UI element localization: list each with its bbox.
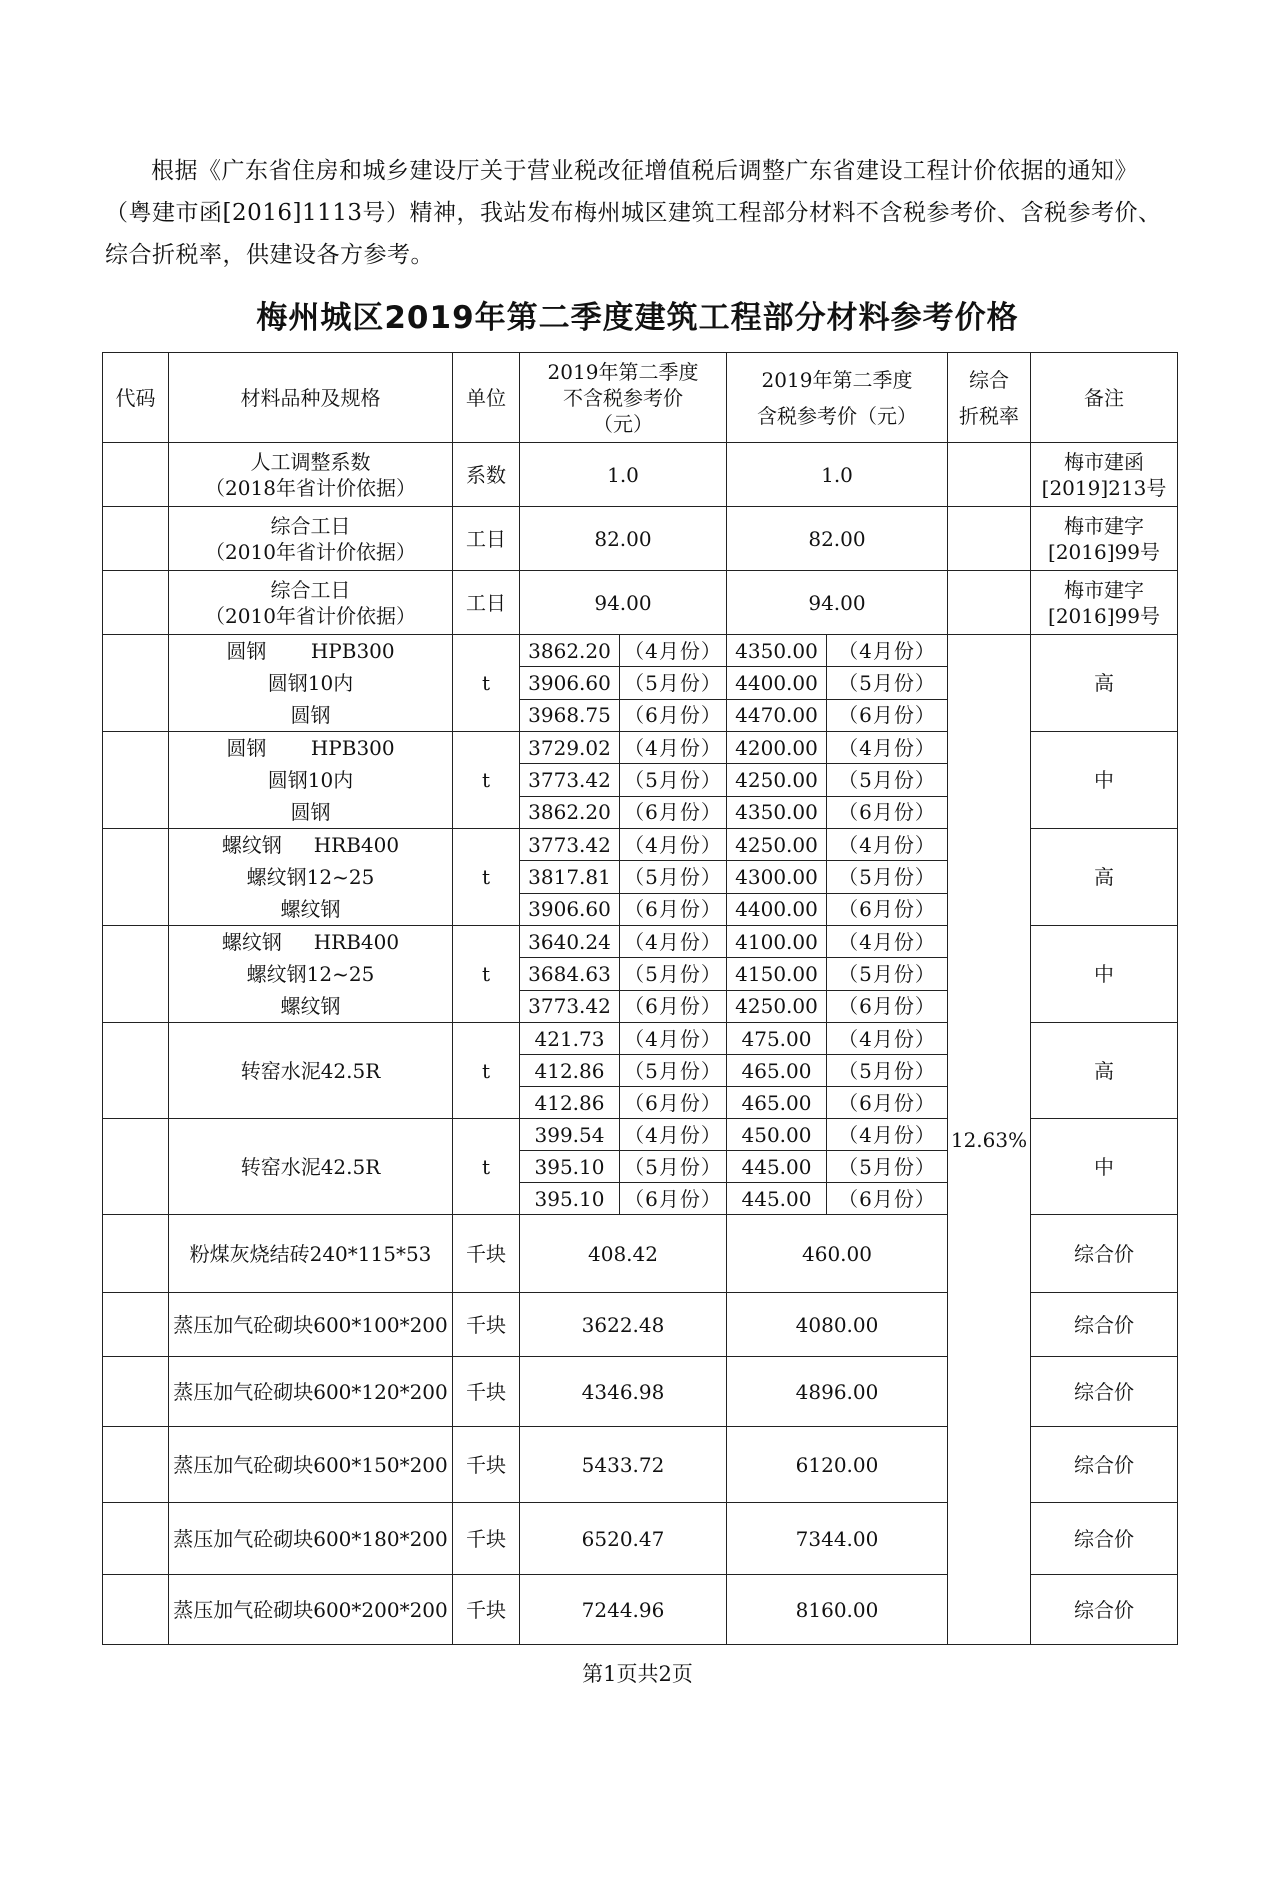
incl-price-cell: 82.00 [727, 507, 948, 571]
incl-month-cell: （5月份） [827, 861, 948, 893]
incl-month-cell: （5月份） [827, 958, 948, 990]
material-line: 螺纹钢12~25 [246, 962, 375, 986]
incl-price-cell: 6120.00 [727, 1427, 948, 1503]
excl-price-cell: 94.00 [520, 571, 727, 635]
incl-price-cell: 4350.00 [727, 796, 827, 828]
excl-price-cell: 412.86 [520, 1055, 620, 1087]
excl-price-cell: 3968.75 [520, 699, 620, 731]
material-line: 圆钢10内 [267, 768, 354, 792]
excl-price-cell: 3773.42 [520, 829, 620, 861]
unit-cell: t [453, 1119, 520, 1215]
incl-month-cell: （4月份） [827, 926, 948, 958]
incl-price-cell: 4250.00 [727, 990, 827, 1022]
unit-cell: t [453, 829, 520, 926]
material-line: 人工调整系数 [250, 449, 371, 474]
code-cell [103, 1119, 169, 1215]
rate-cell [948, 507, 1031, 571]
material-line: 圆钢 HPB300 [226, 639, 395, 663]
page-footer: 第1页共2页 [582, 1662, 693, 1686]
excl-price-cell: 399.54 [520, 1119, 620, 1151]
header-material: 材料品种及规格 [169, 353, 453, 443]
header-code: 代码 [103, 353, 169, 443]
excl-price-cell: 3729.02 [520, 732, 620, 764]
unit-cell: 工日 [453, 571, 520, 635]
material-line: 综合工日 [270, 577, 351, 602]
material-line: 转窑水泥42.5R [240, 1058, 381, 1083]
rate-cell: 12.63% [948, 635, 1031, 1645]
excl-month-cell: （4月份） [620, 829, 727, 861]
material-cell [169, 571, 453, 635]
excl-month-cell: （4月份） [620, 926, 727, 958]
note-cell: 综合价 [1031, 1503, 1178, 1575]
incl-price-cell: 4080.00 [727, 1293, 948, 1357]
note-cell: 综合价 [1031, 1293, 1178, 1357]
material-cell: 粉煤灰烧结砖240*115*53 [169, 1215, 453, 1293]
table-row [103, 571, 1178, 635]
excl-price-cell: 421.73 [520, 1023, 620, 1055]
header-note: 备注 [1031, 353, 1178, 443]
code-cell [103, 1357, 169, 1427]
header-rate-line: 折税率 [959, 403, 1019, 428]
incl-price-cell: 4400.00 [727, 893, 827, 925]
code-cell [103, 829, 169, 926]
material-line: 螺纹钢 HRB400 [221, 930, 400, 954]
excl-month-cell: （4月份） [620, 1023, 727, 1055]
incl-price-cell: 445.00 [727, 1151, 827, 1183]
code-cell [103, 1575, 169, 1645]
material-line: 圆钢 [290, 800, 331, 824]
header-row [103, 353, 1178, 443]
material-cell [169, 926, 453, 1023]
excl-price-cell: 3862.20 [520, 796, 620, 828]
material-cell [169, 443, 453, 507]
incl-price-cell: 4100.00 [727, 926, 827, 958]
material-line: （2010年省计价依据） [205, 539, 416, 564]
incl-price-cell: 465.00 [727, 1087, 827, 1119]
unit-cell: 千块 [453, 1503, 520, 1575]
excl-month-cell: （4月份） [620, 635, 727, 667]
note-cell: 中 [1031, 1119, 1178, 1215]
table-row [103, 443, 1178, 507]
unit-cell: 千块 [453, 1575, 520, 1645]
incl-price-cell: 465.00 [727, 1055, 827, 1087]
code-cell [103, 1503, 169, 1575]
incl-month-cell: （6月份） [827, 1183, 948, 1215]
excl-month-cell: （5月份） [620, 764, 727, 796]
excl-price-cell: 3862.20 [520, 635, 620, 667]
unit-cell: t [453, 1023, 520, 1119]
header-rate [948, 353, 1031, 443]
excl-price-cell: 395.10 [520, 1183, 620, 1215]
header-incl-line: 2019年第二季度 [761, 367, 913, 392]
material-cell: 蒸压加气砼砌块600*150*200 [169, 1427, 453, 1503]
excl-price-cell: 3773.42 [520, 990, 620, 1022]
code-cell [103, 732, 169, 829]
note-line: [2019]213号 [1041, 475, 1167, 500]
price-row [103, 635, 1178, 667]
incl-price-cell: 4250.00 [727, 764, 827, 796]
intro-paragraph: 根据《广东省住房和城乡建设厅关于营业税改征增值税后调整广东省建设工程计价依据的通知》（粤建市函[2016]1113号）精神，我站发布梅州城区建筑工程部分材料不含税参考价、含税参考价、综合折税率，供建设各方参考。 [105, 158, 1162, 268]
unit-cell: 千块 [453, 1215, 520, 1293]
note-line: 梅市建字 [1064, 577, 1144, 602]
note-line: [2016]99号 [1048, 539, 1160, 564]
incl-price-cell: 4896.00 [727, 1357, 948, 1427]
material-line: 圆钢 HPB300 [226, 736, 395, 760]
note-cell: 综合价 [1031, 1575, 1178, 1645]
header-excl-line: （元） [593, 411, 653, 436]
header-excl-line: 2019年第二季度 [547, 359, 699, 384]
incl-price-cell: 450.00 [727, 1119, 827, 1151]
incl-price-cell: 4400.00 [727, 667, 827, 699]
header-incl-tax [727, 353, 948, 443]
unit-cell: 千块 [453, 1427, 520, 1503]
excl-month-cell: （5月份） [620, 958, 727, 990]
incl-month-cell: （4月份） [827, 829, 948, 861]
unit-cell: 系数 [453, 443, 520, 507]
excl-price-cell: 412.86 [520, 1087, 620, 1119]
code-cell [103, 1215, 169, 1293]
excl-month-cell: （6月份） [620, 699, 727, 731]
incl-price-cell: 4200.00 [727, 732, 827, 764]
excl-price-cell: 395.10 [520, 1151, 620, 1183]
incl-month-cell: （6月份） [827, 1087, 948, 1119]
header-unit: 单位 [453, 353, 520, 443]
material-line: 螺纹钢 [280, 897, 341, 921]
note-cell: 高 [1031, 1023, 1178, 1119]
material-cell [169, 829, 453, 926]
incl-month-cell: （6月份） [827, 893, 948, 925]
incl-month-cell: （4月份） [827, 1119, 948, 1151]
note-line: 梅市建函 [1064, 449, 1144, 474]
note-cell: 中 [1031, 926, 1178, 1023]
material-line: （2010年省计价依据） [205, 603, 416, 628]
material-line: 螺纹钢 [280, 994, 341, 1018]
excl-price-cell: 3906.60 [520, 667, 620, 699]
excl-price-cell: 3684.63 [520, 958, 620, 990]
incl-price-cell: 94.00 [727, 571, 948, 635]
code-cell [103, 443, 169, 507]
incl-month-cell: （6月份） [827, 699, 948, 731]
excl-month-cell: （6月份） [620, 893, 727, 925]
note-cell [1031, 571, 1178, 635]
incl-price-cell: 445.00 [727, 1183, 827, 1215]
incl-price-cell: 1.0 [727, 443, 948, 507]
note-cell [1031, 443, 1178, 507]
price-table [102, 352, 1178, 1645]
note-line: [2016]99号 [1048, 603, 1160, 628]
excl-month-cell: （6月份） [620, 796, 727, 828]
excl-price-cell: 1.0 [520, 443, 727, 507]
material-cell: 蒸压加气砼砌块600*200*200 [169, 1575, 453, 1645]
note-cell: 综合价 [1031, 1357, 1178, 1427]
unit-cell: t [453, 732, 520, 829]
incl-price-cell: 4300.00 [727, 861, 827, 893]
incl-month-cell: （6月份） [827, 990, 948, 1022]
incl-price-cell: 4150.00 [727, 958, 827, 990]
material-cell [169, 507, 453, 571]
incl-month-cell: （4月份） [827, 635, 948, 667]
note-cell: 高 [1031, 829, 1178, 926]
unit-cell: 千块 [453, 1357, 520, 1427]
excl-month-cell: （4月份） [620, 1119, 727, 1151]
material-cell: 蒸压加气砼砌块600*120*200 [169, 1357, 453, 1427]
material-cell: 蒸压加气砼砌块600*180*200 [169, 1503, 453, 1575]
excl-month-cell: （6月份） [620, 1183, 727, 1215]
incl-month-cell: （5月份） [827, 1151, 948, 1183]
code-cell [103, 571, 169, 635]
header-incl-line: 含税参考价（元） [757, 403, 917, 428]
note-cell: 中 [1031, 732, 1178, 829]
excl-price-cell: 3773.42 [520, 764, 620, 796]
material-cell [169, 1023, 453, 1119]
material-cell: 蒸压加气砼砌块600*100*200 [169, 1293, 453, 1357]
code-cell [103, 1293, 169, 1357]
excl-price-cell: 3906.60 [520, 893, 620, 925]
incl-price-cell: 460.00 [727, 1215, 948, 1293]
unit-cell: t [453, 926, 520, 1023]
excl-month-cell: （5月份） [620, 1055, 727, 1087]
incl-price-cell: 475.00 [727, 1023, 827, 1055]
excl-price-cell: 6520.47 [520, 1503, 727, 1575]
header-excl-tax [520, 353, 727, 443]
rate-cell [948, 571, 1031, 635]
material-cell [169, 732, 453, 829]
incl-month-cell: （4月份） [827, 732, 948, 764]
material-line: 螺纹钢12~25 [246, 865, 375, 889]
material-line: （2018年省计价依据） [205, 475, 416, 500]
note-cell: 综合价 [1031, 1215, 1178, 1293]
incl-price-cell: 4250.00 [727, 829, 827, 861]
excl-price-cell: 7244.96 [520, 1575, 727, 1645]
table-row [103, 507, 1178, 571]
excl-price-cell: 3817.81 [520, 861, 620, 893]
rate-cell [948, 443, 1031, 507]
excl-price-cell: 3622.48 [520, 1293, 727, 1357]
incl-price-cell: 7344.00 [727, 1503, 948, 1575]
code-cell [103, 635, 169, 732]
incl-month-cell: （5月份） [827, 764, 948, 796]
unit-cell: t [453, 635, 520, 732]
excl-month-cell: （6月份） [620, 1087, 727, 1119]
excl-price-cell: 5433.72 [520, 1427, 727, 1503]
note-cell [1031, 507, 1178, 571]
code-cell [103, 507, 169, 571]
header-excl-line: 不含税参考价 [563, 385, 683, 410]
incl-month-cell: （5月份） [827, 667, 948, 699]
code-cell [103, 926, 169, 1023]
unit-cell: 千块 [453, 1293, 520, 1357]
material-line: 圆钢 [290, 703, 331, 727]
note-cell: 综合价 [1031, 1427, 1178, 1503]
material-cell [169, 635, 453, 732]
code-cell [103, 1427, 169, 1503]
excl-month-cell: （6月份） [620, 990, 727, 1022]
excl-price-cell: 3640.24 [520, 926, 620, 958]
incl-price-cell: 8160.00 [727, 1575, 948, 1645]
excl-price-cell: 408.42 [520, 1215, 727, 1293]
material-line: 圆钢10内 [267, 671, 354, 695]
material-line: 螺纹钢 HRB400 [221, 833, 400, 857]
material-line: 综合工日 [270, 513, 351, 538]
incl-price-cell: 4350.00 [727, 635, 827, 667]
excl-month-cell: （5月份） [620, 667, 727, 699]
code-cell [103, 1023, 169, 1119]
excl-month-cell: （5月份） [620, 1151, 727, 1183]
note-cell: 高 [1031, 635, 1178, 732]
note-line: 梅市建字 [1064, 513, 1144, 538]
incl-price-cell: 4470.00 [727, 699, 827, 731]
material-cell [169, 1119, 453, 1215]
unit-cell: 工日 [453, 507, 520, 571]
excl-price-cell: 82.00 [520, 507, 727, 571]
incl-month-cell: （6月份） [827, 796, 948, 828]
excl-month-cell: （5月份） [620, 861, 727, 893]
incl-month-cell: （5月份） [827, 1055, 948, 1087]
excl-month-cell: （4月份） [620, 732, 727, 764]
incl-month-cell: （4月份） [827, 1023, 948, 1055]
material-line: 转窑水泥42.5R [240, 1154, 381, 1179]
table-title: 梅州城区2019年第二季度建筑工程部分材料参考价格 [256, 300, 1019, 336]
excl-price-cell: 4346.98 [520, 1357, 727, 1427]
header-rate-line: 综合 [969, 367, 1009, 392]
